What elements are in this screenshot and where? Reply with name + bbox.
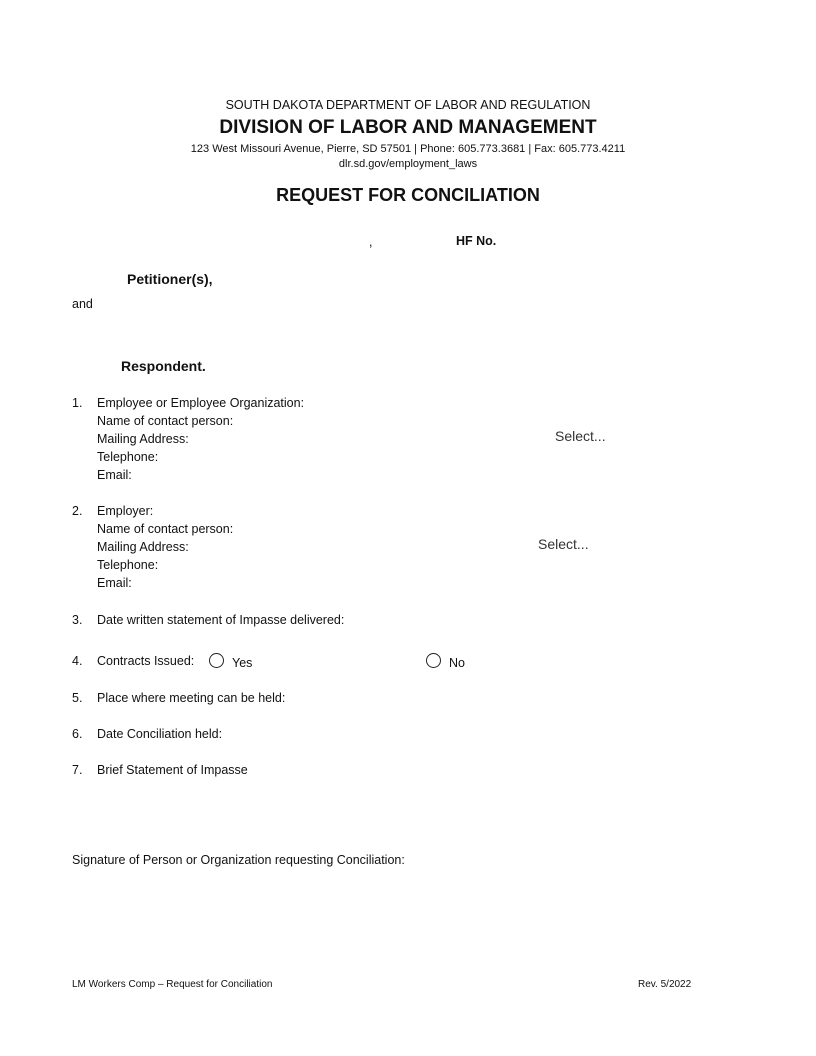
impasse-date-input[interactable] <box>372 611 616 628</box>
section-2-contact-label: Name of contact person: <box>97 522 234 536</box>
employee-organization-input[interactable] <box>322 394 616 411</box>
division-title: DIVISION OF LABOR AND MANAGEMENT <box>219 117 597 138</box>
employee-contact-input[interactable] <box>248 412 542 429</box>
department-name: SOUTH DAKOTA DEPARTMENT OF LABOR AND REGULATION <box>225 98 591 112</box>
contracts-issued-label: Contracts Issued: <box>97 654 195 668</box>
employee-state-select[interactable]: Select... <box>555 428 606 444</box>
section-5-number: 5. <box>72 691 83 705</box>
section-1-telephone-label: Telephone: <box>97 450 159 464</box>
impasse-date-label: Date written statement of Impasse delivered: <box>97 613 345 627</box>
section-2-number: 2. <box>72 504 83 518</box>
petitioner-name-input[interactable] <box>96 232 373 249</box>
meeting-place-label: Place where meeting can be held: <box>97 691 286 705</box>
impasse-statement-input[interactable] <box>97 782 701 842</box>
impasse-statement-label: Brief Statement of Impasse <box>97 763 248 777</box>
employer-email-input[interactable] <box>140 574 384 591</box>
respondent-label: Respondent. <box>121 358 206 374</box>
conciliation-date-input[interactable] <box>236 725 480 742</box>
section-2-email-label: Email: <box>97 576 132 590</box>
employer-input[interactable] <box>162 502 566 519</box>
employer-address-input[interactable] <box>200 538 534 555</box>
section-2-title: Employer: <box>97 504 154 518</box>
section-3-number: 3. <box>72 613 83 627</box>
petitioner-label: Petitioner(s), <box>127 271 213 287</box>
employee-address-input[interactable] <box>200 430 544 447</box>
section-2-address-label: Mailing Address: <box>97 540 189 554</box>
contracts-yes-label: Yes <box>232 656 253 670</box>
section-2-telephone-label: Telephone: <box>97 558 159 572</box>
section-7-number: 7. <box>72 763 83 777</box>
section-1-address-label: Mailing Address: <box>97 432 189 446</box>
contracts-yes-radio[interactable] <box>209 653 224 668</box>
section-4-number: 4. <box>72 654 83 668</box>
employer-telephone-input[interactable] <box>170 556 374 573</box>
address-line: 123 West Missouri Avenue, Pierre, SD 57501 | Phone: 605.773.3681 | Fax: 605.773.4211 <box>190 143 626 155</box>
hf-number-label: HF No. <box>456 234 497 248</box>
section-1-title: Employee or Employee Organization: <box>97 396 305 410</box>
signature-label: Signature of Person or Organization requesting Conciliation: <box>72 853 405 867</box>
contracts-no-label: No <box>449 656 465 670</box>
hf-number-input[interactable] <box>502 232 656 249</box>
section-1-number: 1. <box>72 396 83 410</box>
footer-revision: Rev. 5/2022 <box>638 979 692 990</box>
employee-email-input[interactable] <box>140 466 384 483</box>
employer-contact-input[interactable] <box>248 520 542 537</box>
website-line: dlr.sd.gov/employment_laws <box>338 158 478 170</box>
conciliation-date-label: Date Conciliation held: <box>97 727 223 741</box>
footer-form-name: LM Workers Comp – Request for Conciliation <box>72 979 273 990</box>
form-title: REQUEST FOR CONCILIATION <box>276 185 540 205</box>
employee-telephone-input[interactable] <box>170 448 374 465</box>
respondent-name-input[interactable] <box>96 330 400 347</box>
meeting-place-input[interactable] <box>302 689 606 706</box>
section-1-email-label: Email: <box>97 468 132 482</box>
section-6-number: 6. <box>72 727 83 741</box>
employer-state-select[interactable]: Select... <box>538 536 589 552</box>
section-1-contact-label: Name of contact person: <box>97 414 234 428</box>
and-label: and <box>72 297 93 311</box>
signature-input[interactable] <box>72 875 476 892</box>
caption-comma: , <box>369 235 373 249</box>
contracts-no-radio[interactable] <box>426 653 441 668</box>
